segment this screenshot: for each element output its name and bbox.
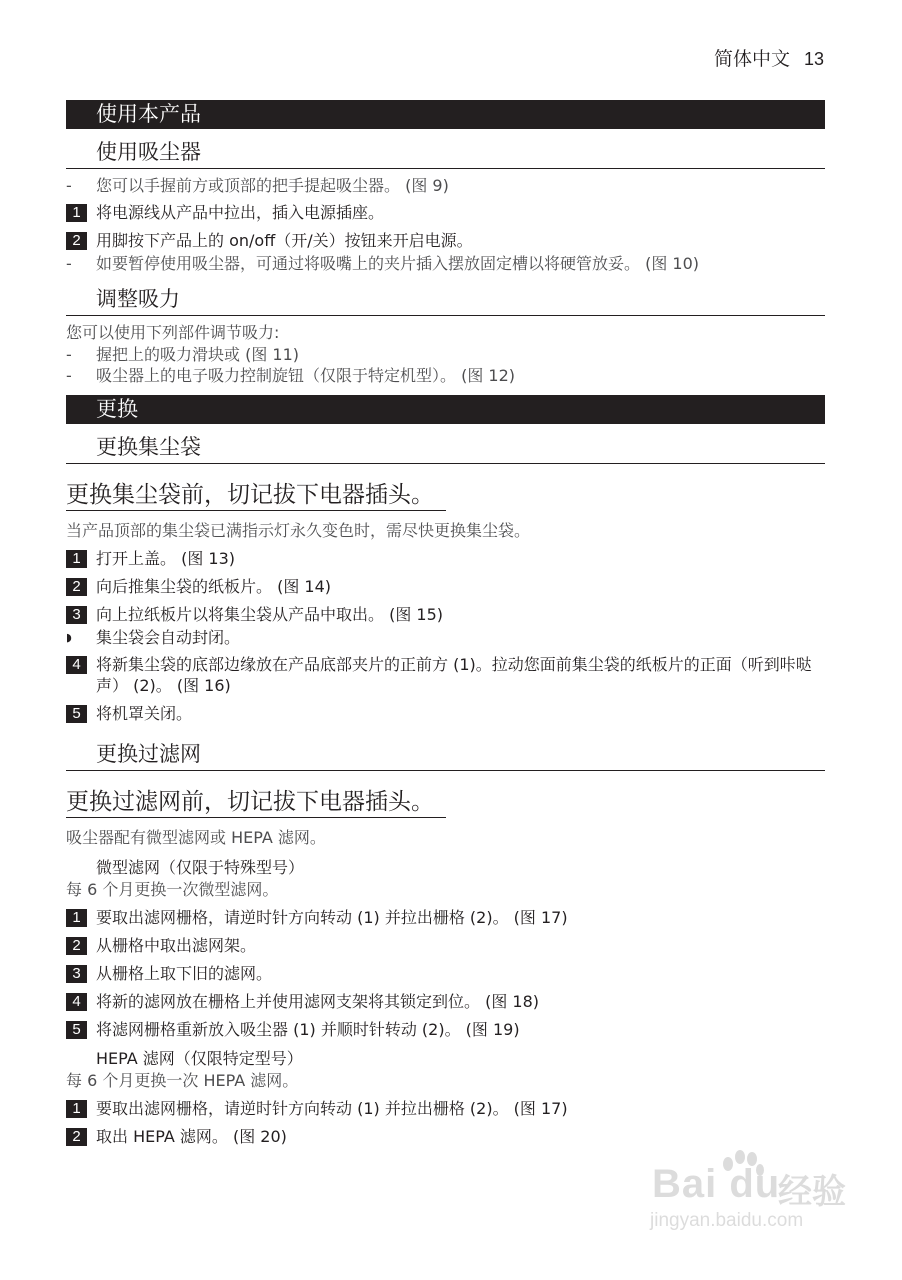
step-item: 4 将新集尘袋的底部边缘放在产品底部夹片的正前方 (1)。拉动您面前集尘袋的纸板片的正面（听到咔哒声） (2)。 (图 16): [66, 654, 825, 696]
step-number: 3: [66, 606, 87, 624]
watermark-brand: Bai du: [652, 1162, 781, 1206]
section-title-replace: 更换: [66, 395, 825, 424]
paragraph: 吸尘器配有微型滤网或 HEPA 滤网。: [66, 828, 326, 847]
watermark-brand-cn: 经验: [778, 1172, 846, 1212]
step-item: 3 向上拉纸板片以将集尘袋从产品中取出。 (图 15): [66, 604, 825, 625]
page-header: [714, 44, 824, 71]
micro-filter-title: 微型滤网（仅限于特殊型号）: [96, 858, 305, 877]
step-number: 3: [66, 965, 87, 983]
step-number: 2: [66, 232, 87, 250]
section-title-use: 使用本产品: [66, 100, 825, 129]
step-number: 1: [66, 204, 87, 222]
result-item: ◗ 集尘袋会自动封闭。: [66, 628, 241, 647]
step-number: 5: [66, 705, 87, 723]
subheading-adjust-suction: 调整吸力: [66, 276, 825, 316]
step-number: 1: [66, 909, 87, 927]
step-item: 5 将机罩关闭。: [66, 703, 825, 724]
warning-heading: 更换集尘袋前，切记拔下电器插头。: [66, 470, 446, 511]
paragraph: 每 6 个月更换一次 HEPA 滤网。: [66, 1071, 299, 1090]
step-item: 1 要取出滤网栅格，请逆时针方向转动 (1) 并拉出栅格 (2)。 (图 17): [66, 1098, 825, 1119]
step-number: 1: [66, 1100, 87, 1118]
step-item: 2 从栅格中取出滤网架。: [66, 935, 825, 956]
step-number: 2: [66, 578, 87, 596]
paragraph: 您可以使用下列部件调节吸力:: [66, 323, 280, 342]
hepa-filter-title: HEPA 滤网（仅限特定型号）: [96, 1049, 303, 1068]
step-item: 1 打开上盖。 (图 13): [66, 548, 825, 569]
step-item: 1 要取出滤网栅格，请逆时针方向转动 (1) 并拉出栅格 (2)。 (图 17): [66, 907, 825, 928]
watermark-url: jingyan.baidu.com: [650, 1210, 804, 1231]
result-icon: ◗: [66, 631, 72, 644]
paragraph: 当产品顶部的集尘袋已满指示灯永久变色时，需尽快更换集尘袋。: [66, 521, 531, 540]
paw-icon: [718, 1150, 766, 1196]
step-item: 1 将电源线从产品中拉出，插入电源插座。: [66, 202, 825, 223]
step-number: 5: [66, 1021, 87, 1039]
step-item: 2 向后推集尘袋的纸板片。 (图 14): [66, 576, 825, 597]
step-item: 4 将新的滤网放在栅格上并使用滤网支架将其锁定到位。 (图 18): [66, 991, 825, 1012]
document-body: [66, 96, 825, 1154]
list-item: - 吸尘器上的电子吸力控制旋钮（仅限于特定机型）。 (图 12): [66, 366, 516, 385]
page-number: 13: [803, 49, 824, 69]
watermark: [648, 1156, 846, 1236]
subheading-replace-filter: 更换过滤网: [66, 731, 825, 771]
step-item: 5 将滤网栅格重新放入吸尘器 (1) 并顺时针转动 (2)。 (图 19): [66, 1019, 825, 1040]
list-item: - 握把上的吸力滑块或 (图 11): [66, 345, 300, 364]
step-number: 4: [66, 656, 87, 674]
step-item: 3 从栅格上取下旧的滤网。: [66, 963, 825, 984]
step-item: 2 取出 HEPA 滤网。 (图 20): [66, 1126, 825, 1147]
subheading-replace-bag: 更换集尘袋: [66, 424, 825, 464]
note-item: - 您可以手握前方或顶部的把手提起吸尘器。 (图 9): [66, 176, 449, 195]
step-number: 4: [66, 993, 87, 1011]
header-language: 简体中文: [713, 48, 790, 70]
warning-heading: 更换过滤网前，切记拔下电器插头。: [66, 777, 446, 818]
paragraph: 每 6 个月更换一次微型滤网。: [66, 880, 279, 899]
step-number: 2: [66, 937, 87, 955]
step-number: 2: [66, 1128, 87, 1146]
step-item: 2 用脚按下产品上的 on/off（开/关）按钮来开启电源。: [66, 230, 825, 251]
subheading-use-vacuum: 使用吸尘器: [66, 129, 825, 169]
step-number: 1: [66, 550, 87, 568]
note-item: - 如要暂停使用吸尘器，可通过将吸嘴上的夹片插入摆放固定槽以将硬管放妥。 (图 10): [66, 254, 700, 273]
